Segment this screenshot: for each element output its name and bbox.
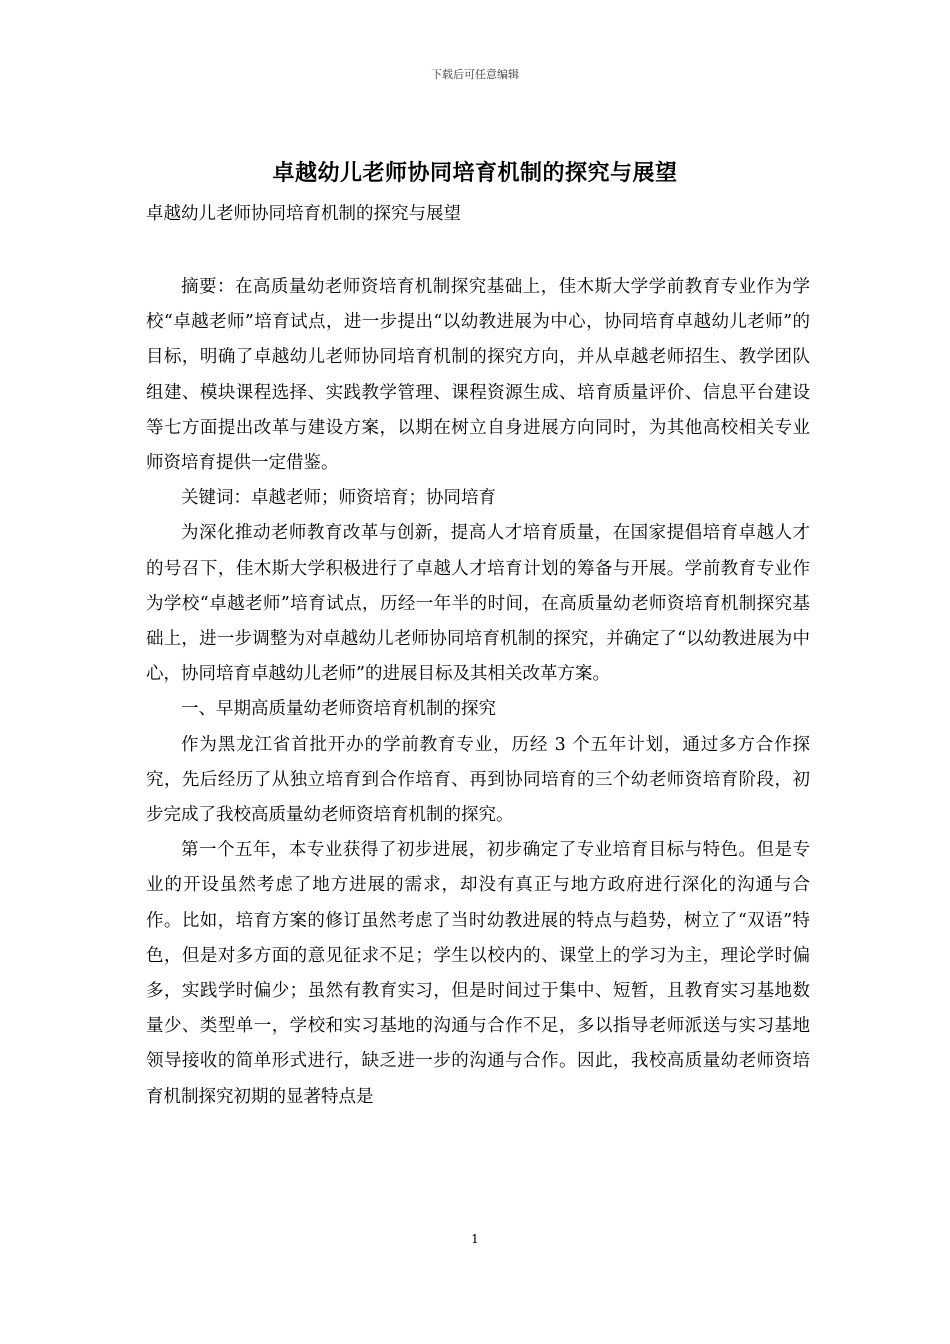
section-heading: 一、早期高质量幼老师资培育机制的探究 xyxy=(181,699,496,720)
keywords-paragraph: 关键词：卓越老师；师资培育；协同培育 xyxy=(181,488,496,509)
page-number: 1 xyxy=(471,1232,479,1246)
body-paragraph: 作为黑龙江省首批开办的学前教育专业，历经 3 个五年计划，通过多方合作探究，先后经历了从独立培育到合作培育、再到协同培育的三个幼老师资培育阶段，初步完成了我校高质量幼老师资培育机制的探究。 xyxy=(146,734,810,826)
document-subtitle: 卓越幼儿老师协同培育机制的探究与展望 xyxy=(146,204,461,224)
document-body xyxy=(146,270,810,1115)
body-paragraph: 第一个五年，本专业获得了初步进展，初步确定了专业培育目标与特色。但是专业的开设虽然考虑了地方进展的需求，却没有真正与地方政府进行深化的沟通与合作。比如，培育方案的修订虽然考虑了当时幼教进展的特点与趋势，树立了“双语”特色，但是对多方面的意见征求不足；学生以校内的、课堂上的学习为主，理论学时偏多，实践学时偏少；虽然有教育实习，但是时间过于集中、短暂，且教育实习基地数量少、类型单一，学校和实习基地的沟通与合作不足，多以指导老师派送与实习基地领导接收的简单形式进行，缺乏进一步的沟通与合作。因此，我校高质量幼老师资培育机制探究初期的显著特点是 xyxy=(146,840,810,1107)
document-title: 卓越幼儿老师协同培育机制的探究与展望 xyxy=(272,160,678,186)
header-note: 下载后可任意编辑 xyxy=(431,68,519,81)
abstract-paragraph: 摘要：在高质量幼老师资培育机制探究基础上，佳木斯大学学前教育专业作为学校“卓越老师”培育试点，进一步提出“以幼教进展为中心，协同培育卓越幼儿老师”的目标，明确了卓越幼儿老师协同培育机制的探究方向，并从卓越老师招生、教学团队组建、模块课程选择、实践教学管理、课程资源生成、培育质量评价、信息平台建设等七方面提出改革与建设方案，以期在树立自身进展方向同时，为其他高校相关专业师资培育提供一定借鉴。 xyxy=(146,277,810,474)
intro-paragraph: 为深化推动老师教育改革与创新，提高人才培育质量，在国家提倡培育卓越人才的号召下，佳木斯大学积极进行了卓越人才培育计划的筹备与开展。学前教育专业作为学校“卓越老师”培育试点，历经一年半的时间，在高质量幼老师资培育机制探究基础上，进一步调整为对卓越幼儿老师协同培育机制的探究，并确定了“以幼教进展为中心，协同培育卓越幼儿老师”的进展目标及其相关改革方案。 xyxy=(146,523,810,685)
